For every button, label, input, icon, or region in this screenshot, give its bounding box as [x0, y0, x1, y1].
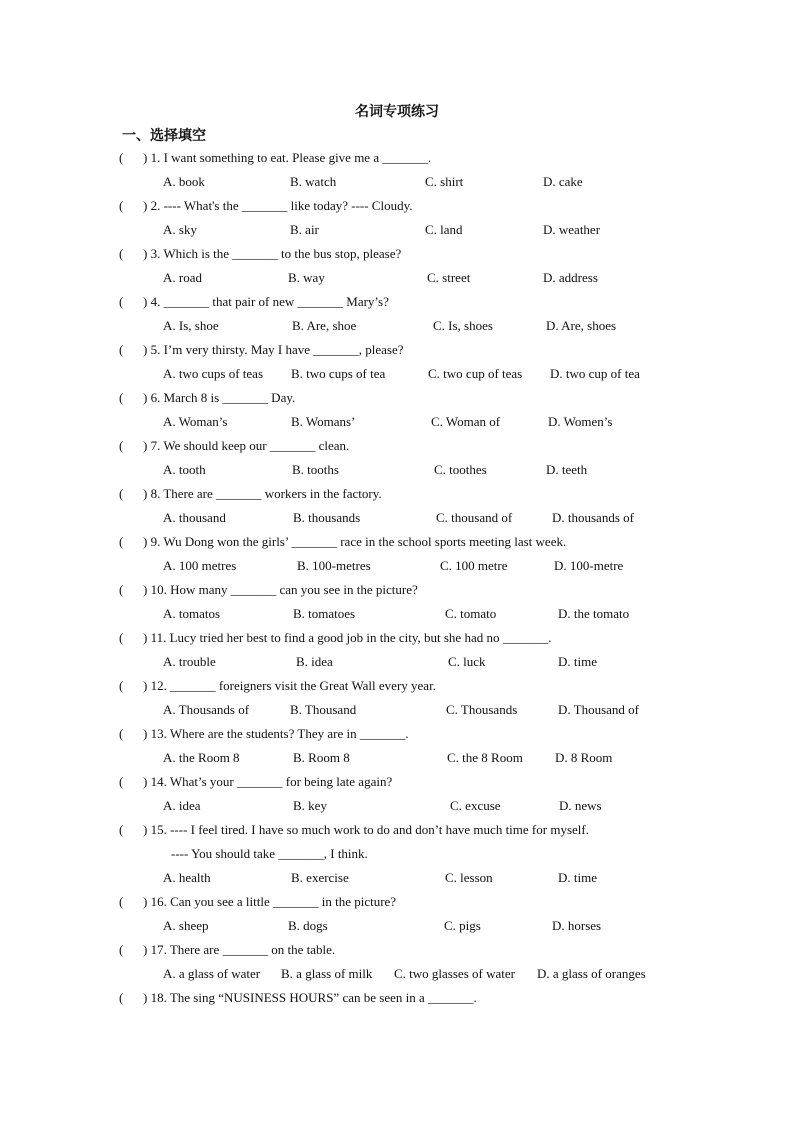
question-text: ) 14. What’s your _______ for being late again?	[143, 774, 393, 789]
question-text: ) 4. _______ that pair of new _______ Mary’s?	[143, 294, 389, 309]
question-item	[119, 146, 699, 194]
question-text: ) 7. We should keep our _______ clean.	[143, 438, 350, 453]
question-text: ) 17. There are _______ on the table.	[143, 942, 336, 957]
option-d[interactable]: D. weather	[543, 222, 601, 237]
option-a[interactable]: A. Thousands of	[163, 702, 250, 717]
answer-blank[interactable]: (	[119, 726, 124, 741]
option-c[interactable]: C. shirt	[425, 174, 464, 189]
answer-blank[interactable]: (	[119, 486, 124, 501]
question-item	[119, 386, 699, 434]
option-a[interactable]: A. trouble	[163, 654, 216, 669]
question-item	[119, 578, 699, 626]
question-text: ) 6. March 8 is _______ Day.	[143, 390, 296, 405]
question-text: ) 12. _______ foreigners visit the Great Wall every year.	[143, 678, 436, 693]
answer-blank[interactable]: (	[119, 390, 124, 405]
answer-blank[interactable]: (	[119, 534, 124, 549]
options-row	[119, 314, 699, 338]
answer-blank[interactable]: (	[119, 246, 124, 261]
question-item	[119, 530, 699, 578]
option-c[interactable]: C. excuse	[450, 798, 501, 813]
option-a[interactable]: A. 100 metres	[163, 558, 237, 573]
question-stem	[119, 530, 699, 554]
options-row	[119, 506, 699, 530]
option-c[interactable]: C. lesson	[445, 870, 493, 885]
question-stem	[119, 818, 699, 842]
question-text: ) 11. Lucy tried her best to find a good job in the city, but she had no _______.	[143, 630, 552, 645]
question-item	[119, 434, 699, 482]
option-d[interactable]: D. horses	[552, 918, 602, 933]
answer-blank[interactable]: (	[119, 942, 124, 957]
option-d[interactable]: D. Are, shoes	[546, 318, 617, 333]
question-text: ) 2. ---- What's the _______ like today? ---- Cloudy.	[143, 198, 413, 213]
option-a[interactable]: A. road	[163, 270, 202, 285]
question-item	[119, 338, 699, 386]
option-b[interactable]: B. a glass of milk	[281, 966, 373, 981]
option-c[interactable]: C. Thousands	[446, 702, 518, 717]
question-item	[119, 818, 699, 890]
question-list	[119, 146, 699, 1010]
option-b[interactable]: B. exercise	[291, 870, 349, 885]
question-item	[119, 770, 699, 818]
option-a[interactable]: A. two cups of teas	[163, 366, 264, 381]
question-text: ) 3. Which is the _______ to the bus stop, please?	[143, 246, 402, 261]
question-text: ) 9. Wu Dong won the girls’ _______ race in the school sports meeting last week.	[143, 534, 567, 549]
question-text: ) 5. I’m very thirsty. May I have _______, please?	[143, 342, 404, 357]
option-a[interactable]: A. a glass of water	[163, 966, 261, 981]
options-row	[119, 962, 699, 986]
option-c[interactable]: C. Is, shoes	[433, 318, 493, 333]
question-stem	[119, 434, 699, 458]
question-stem	[119, 626, 699, 650]
option-b[interactable]: B. key	[293, 798, 327, 813]
answer-blank[interactable]: (	[119, 294, 124, 309]
question-stem	[119, 386, 699, 410]
option-d[interactable]: D. thousands of	[552, 510, 634, 525]
option-c[interactable]: C. land	[425, 222, 463, 237]
option-c[interactable]: C. pigs	[444, 918, 481, 933]
option-b[interactable]: B. thousands	[293, 510, 361, 525]
option-c[interactable]: C. 100 metre	[440, 558, 508, 573]
question-stem	[119, 722, 699, 746]
option-d[interactable]: D. 100-metre	[554, 558, 624, 573]
option-c[interactable]: C. luck	[448, 654, 486, 669]
option-d[interactable]: D. a glass of oranges	[537, 966, 646, 981]
question-item	[119, 938, 699, 986]
option-c[interactable]: C. Woman of	[431, 414, 501, 429]
question-item	[119, 626, 699, 674]
option-d[interactable]: D. time	[558, 654, 597, 669]
question-text: ) 8. There are _______ workers in the factory.	[143, 486, 382, 501]
option-c[interactable]: C. street	[427, 270, 471, 285]
option-d[interactable]: D. 8 Room	[555, 750, 613, 765]
question-item	[119, 674, 699, 722]
option-d[interactable]: D. the tomato	[558, 606, 630, 621]
option-a[interactable]: A. health	[163, 870, 211, 885]
answer-blank[interactable]: (	[119, 150, 124, 165]
option-d[interactable]: D. address	[543, 270, 598, 285]
option-b[interactable]: B. way	[288, 270, 325, 285]
question-item	[119, 242, 699, 290]
option-c[interactable]: C. two glasses of water	[394, 966, 515, 981]
question-item	[119, 890, 699, 938]
option-b[interactable]: B. tooths	[292, 462, 339, 477]
question-item	[119, 194, 699, 242]
question-stem	[119, 674, 699, 698]
question-stem	[119, 986, 699, 1010]
answer-blank[interactable]: (	[119, 894, 124, 909]
question-text: ) 13. Where are the students? They are in _______.	[143, 726, 409, 741]
answer-blank[interactable]: (	[119, 582, 124, 597]
option-a[interactable]: A. tomatos	[163, 606, 221, 621]
option-d[interactable]: D. cake	[543, 174, 583, 189]
question-text: ) 16. Can you see a little _______ in the picture?	[143, 894, 397, 909]
option-b[interactable]: B. Room 8	[293, 750, 350, 765]
option-d[interactable]: D. news	[559, 798, 602, 813]
options-row	[119, 602, 699, 626]
question-text: ) 10. How many _______ can you see in the picture?	[143, 582, 418, 597]
option-b[interactable]: B. dogs	[288, 918, 328, 933]
question-item	[119, 290, 699, 338]
question-stem	[119, 242, 699, 266]
option-d[interactable]: D. time	[558, 870, 597, 885]
page-title: 名词专项练习	[355, 104, 439, 120]
answer-blank[interactable]: (	[119, 774, 124, 789]
option-d[interactable]: D. teeth	[546, 462, 588, 477]
answer-blank[interactable]: (	[119, 990, 124, 1005]
answer-blank[interactable]: (	[119, 198, 124, 213]
option-b[interactable]: B. idea	[296, 654, 333, 669]
option-b[interactable]: B. two cups of tea	[291, 366, 386, 381]
answer-blank[interactable]: (	[119, 822, 124, 837]
option-a[interactable]: A. Is, shoe	[163, 318, 219, 333]
question-stem	[119, 578, 699, 602]
section-heading: 一、选择填空	[122, 128, 206, 144]
question-text: ) 18. The sing “NUSINESS HOURS” can be seen in a _______.	[143, 990, 477, 1005]
options-row	[119, 362, 699, 386]
question-stem	[119, 194, 699, 218]
option-b[interactable]: B. Thousand	[290, 702, 357, 717]
question-stem	[119, 482, 699, 506]
option-a[interactable]: A. tooth	[163, 462, 206, 477]
options-row	[119, 914, 699, 938]
question-item	[119, 482, 699, 530]
option-c[interactable]: C. the 8 Room	[447, 750, 523, 765]
question-text: ) 15. ---- I feel tired. I have so much work to do and don’t have much time for myself.	[143, 822, 589, 837]
question-stem	[119, 338, 699, 362]
option-a[interactable]: A. the Room 8	[163, 750, 240, 765]
option-c[interactable]: C. tomato	[445, 606, 497, 621]
option-a[interactable]: A. sheep	[163, 918, 209, 933]
option-c[interactable]: C. two cup of teas	[428, 366, 523, 381]
options-row	[119, 458, 699, 482]
options-row	[119, 410, 699, 434]
option-d[interactable]: D. Thousand of	[558, 702, 640, 717]
options-row	[119, 698, 699, 722]
question-stem	[119, 146, 699, 170]
option-b[interactable]: B. air	[290, 222, 319, 237]
option-c[interactable]: C. toothes	[434, 462, 487, 477]
options-row	[119, 554, 699, 578]
option-c[interactable]: C. thousand of	[436, 510, 513, 525]
question-stem	[119, 938, 699, 962]
option-b[interactable]: B. 100-metres	[297, 558, 371, 573]
options-row	[119, 866, 699, 890]
options-row	[119, 218, 699, 242]
options-row	[119, 266, 699, 290]
option-b[interactable]: B. Are, shoe	[292, 318, 357, 333]
option-a[interactable]: A. sky	[163, 222, 197, 237]
options-row	[119, 746, 699, 770]
option-b[interactable]: B. Womans’	[291, 414, 356, 429]
question-text: ) 1. I want something to eat. Please give me a _______.	[143, 150, 432, 165]
options-row	[119, 650, 699, 674]
option-d[interactable]: D. Women’s	[548, 414, 613, 429]
option-d[interactable]: D. two cup of tea	[550, 366, 640, 381]
question-item	[119, 986, 699, 1010]
question-stem	[119, 290, 699, 314]
options-row	[119, 170, 699, 194]
answer-blank[interactable]: (	[119, 342, 124, 357]
option-a[interactable]: A. book	[163, 174, 205, 189]
option-b[interactable]: B. watch	[290, 174, 337, 189]
option-b[interactable]: B. tomatoes	[293, 606, 356, 621]
option-a[interactable]: A. idea	[163, 798, 201, 813]
question-continuation: ---- You should take _______, I think.	[171, 846, 368, 861]
options-row	[119, 794, 699, 818]
option-a[interactable]: A. thousand	[163, 510, 226, 525]
answer-blank[interactable]: (	[119, 630, 124, 645]
question-item	[119, 722, 699, 770]
answer-blank[interactable]: (	[119, 438, 124, 453]
option-a[interactable]: A. Woman’s	[163, 414, 228, 429]
answer-blank[interactable]: (	[119, 678, 124, 693]
question-stem	[119, 890, 699, 914]
question-stem	[119, 770, 699, 794]
